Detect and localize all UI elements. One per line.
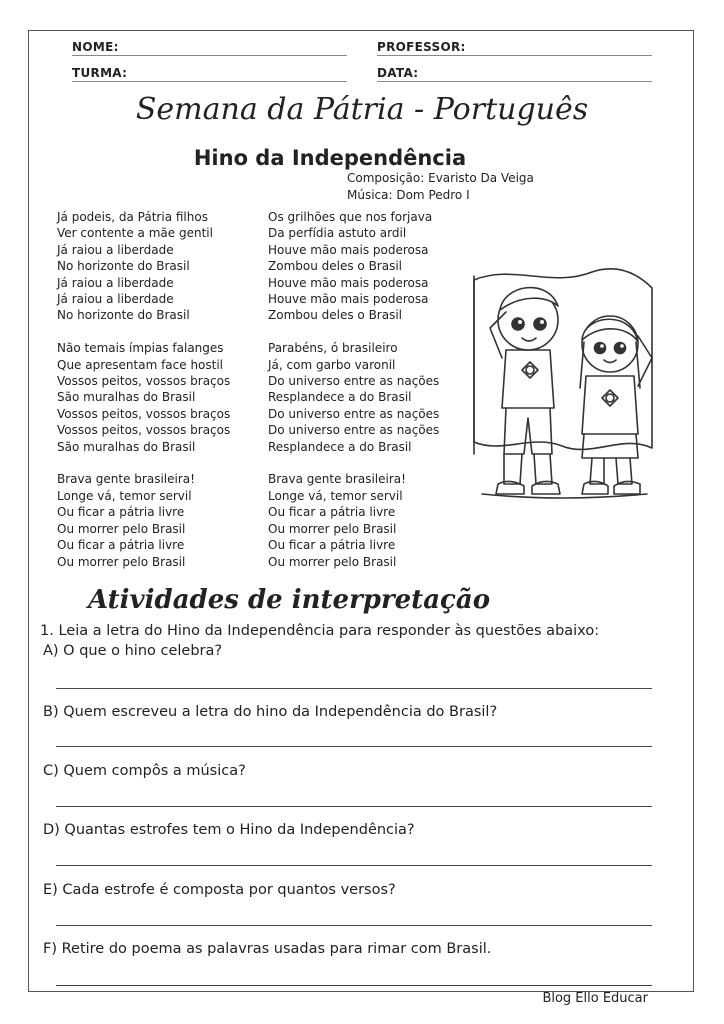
- verse-line: Ou ficar a pátria livre: [268, 505, 396, 520]
- verse-line: No horizonte do Brasil: [57, 259, 190, 274]
- verse-line: Zombou deles o Brasil: [268, 308, 403, 323]
- verse-line: Do universo entre as nações: [268, 406, 440, 421]
- verse-line: Resplandece a do Brasil: [268, 439, 412, 454]
- verse-line: São muralhas do Brasil: [57, 390, 196, 405]
- verse-line: Longe vá, temor servil: [268, 488, 403, 503]
- stanza: [57, 340, 230, 455]
- verse-line: Houve mão mais poderosa: [268, 275, 429, 290]
- verse-line: Ou ficar a pátria livre: [57, 505, 185, 520]
- verse-line: Brava gente brasileira!: [268, 472, 406, 487]
- verse-line: Vossos peitos, vossos braços: [57, 406, 231, 421]
- verse-line: Já raiou a liberdade: [57, 292, 174, 307]
- question-a: A) O que o hino celebra?: [43, 643, 223, 659]
- verse-line: No horizonte do Brasil: [57, 308, 190, 323]
- teacher-line[interactable]: [377, 55, 652, 56]
- composition-credit: Composição: Evaristo Da Veiga: [347, 171, 534, 185]
- verse-line: Vossos peitos, vossos braços: [57, 423, 231, 438]
- stanza: [268, 471, 439, 569]
- verse-line: Do universo entre as nações: [268, 423, 440, 438]
- teacher-field: [377, 40, 466, 54]
- answer-line-c[interactable]: [56, 806, 652, 807]
- class-field: [72, 66, 127, 80]
- question-e: E) Cada estrofe é composta por quantos versos?: [43, 882, 396, 898]
- answer-line-f[interactable]: [56, 985, 652, 986]
- answer-line-e[interactable]: [56, 925, 652, 926]
- footer-credit: Blog Ello Educar: [542, 991, 648, 1006]
- question-f: F) Retire do poema as palavras usadas para rimar com Brasil.: [43, 941, 492, 957]
- date-field: [377, 66, 418, 80]
- verse-line: Já podeis, da Pátria filhos: [57, 210, 208, 224]
- teacher-label: PROFESSOR:: [377, 40, 466, 54]
- name-label: NOME:: [72, 40, 119, 54]
- verse-line: São muralhas do Brasil: [57, 439, 196, 454]
- verse-line: Ou morrer pelo Brasil: [268, 521, 397, 536]
- lyrics-right-column: [268, 209, 439, 586]
- verse-line: Brava gente brasileira!: [57, 472, 195, 487]
- music-credit: Música: Dom Pedro I: [347, 188, 470, 202]
- verse-line: Ou morrer pelo Brasil: [268, 554, 397, 569]
- verse-line: Houve mão mais poderosa: [268, 242, 429, 257]
- hymn-title: Hino da Independência: [193, 146, 467, 170]
- question-b: B) Quem escreveu a letra do hino da Independência do Brasil?: [43, 704, 498, 720]
- question-d: D) Quantas estrofes tem o Hino da Independência?: [43, 822, 415, 838]
- verse-line: Parabéns, ó brasileiro: [268, 341, 398, 356]
- activities-title: Atividades de interpretação: [87, 585, 491, 615]
- verse-line: Zombou deles o Brasil: [268, 259, 403, 274]
- date-line[interactable]: [377, 81, 652, 82]
- verse-line: Já raiou a liberdade: [57, 242, 174, 257]
- stanza: [268, 209, 439, 324]
- question-c: C) Quem compôs a música?: [43, 763, 246, 779]
- name-field: [72, 40, 119, 54]
- answer-line-b[interactable]: [56, 746, 652, 747]
- verse-line: Vossos peitos, vossos braços: [57, 374, 231, 389]
- name-line[interactable]: [72, 55, 347, 56]
- verse-line: Não temais ímpias falanges: [57, 341, 224, 356]
- boy-shirt: [502, 350, 554, 408]
- verse-line: Resplandece a do Brasil: [268, 390, 412, 405]
- class-line[interactable]: [72, 81, 347, 82]
- stanza: [57, 209, 230, 324]
- class-label: TURMA:: [72, 66, 128, 80]
- flag: [474, 269, 652, 450]
- verse-line: Longe vá, temor servil: [57, 488, 192, 503]
- stanza: [57, 471, 230, 569]
- verse-line: Ou ficar a pátria livre: [57, 538, 185, 553]
- children-saluting-illustration: [462, 258, 658, 514]
- verse-line: Ou morrer pelo Brasil: [57, 554, 186, 569]
- verse-line: Que apresentam face hostil: [57, 357, 224, 372]
- verse-line: Ver contente a mãe gentil: [57, 226, 213, 241]
- verse-line: Do universo entre as nações: [268, 374, 440, 389]
- verse-line: Ou ficar a pátria livre: [268, 538, 396, 553]
- verse-line: Ou morrer pelo Brasil: [57, 521, 186, 536]
- activities-intro: 1. Leia a letra do Hino da Independência para responder às questões abaixo:: [40, 623, 600, 639]
- lyrics-left-column: [57, 209, 230, 586]
- verse-line: Da perfídia astuto ardil: [268, 226, 407, 241]
- answer-line-a[interactable]: [56, 688, 652, 689]
- verse-line: Os grilhões que nos forjava: [268, 210, 433, 224]
- verse-line: Já, com garbo varonil: [268, 357, 396, 372]
- verse-line: Houve mão mais poderosa: [268, 292, 429, 307]
- stanza: [268, 340, 439, 455]
- page-title: Semana da Pátria - Português: [135, 92, 589, 127]
- date-label: DATA:: [377, 66, 419, 80]
- verse-line: Já raiou a liberdade: [57, 275, 174, 290]
- answer-line-d[interactable]: [56, 865, 652, 866]
